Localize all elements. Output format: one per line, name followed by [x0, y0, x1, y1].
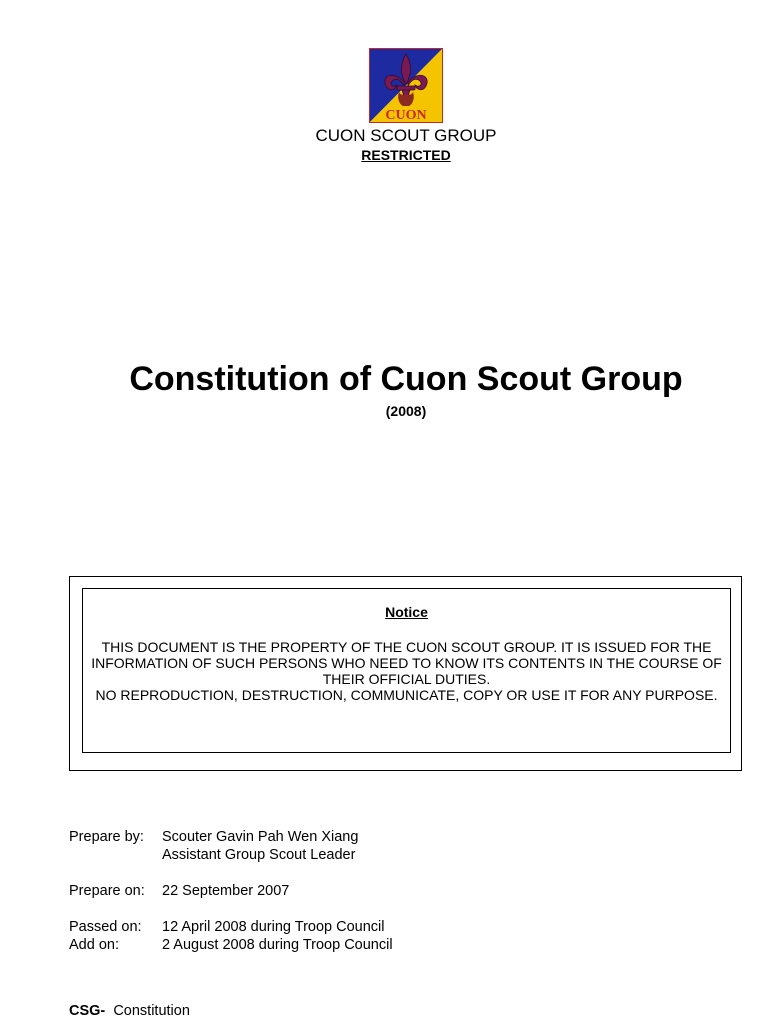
- passed-on-value: 12 April 2008 during Troop Council: [162, 919, 385, 935]
- notice-heading: Notice: [385, 604, 428, 620]
- classification-label: RESTRICTED: [361, 147, 451, 163]
- prepared-on-value: 22 September 2007: [162, 883, 290, 899]
- notice-paragraph: THIS DOCUMENT IS THE PROPERTY OF THE CUON SCOUT GROUP. IT IS ISSUED FOR THE INFORMATION OF SUCH PERSONS WHO NEED TO KNOW ITS CONTENTS IN THE COURSE OF THEIR OFFICIAL DUTIES.: [91, 639, 722, 687]
- document-title: Constitution of Cuon Scout Group: [129, 360, 683, 398]
- notice-body: [82, 639, 731, 703]
- footer-text: Constitution: [113, 1003, 190, 1019]
- footer-reference: [69, 1003, 190, 1019]
- passed-on-label: Passed on:: [69, 919, 142, 935]
- prepared-on-label: Prepare on:: [69, 883, 145, 899]
- organization-name: CUON SCOUT GROUP: [315, 126, 497, 145]
- logo-text: CUON: [385, 108, 427, 123]
- added-on-label: Add on:: [69, 937, 119, 953]
- prepared-by-name: Scouter Gavin Pah Wen Xiang: [162, 829, 359, 845]
- prepared-by-label: Prepare by:: [69, 829, 144, 845]
- cuon-scout-logo: [369, 48, 443, 123]
- prepared-by-role: Assistant Group Scout Leader: [162, 847, 356, 863]
- notice-paragraph: NO REPRODUCTION, DESTRUCTION, COMMUNICATE, COPY OR USE IT FOR ANY PURPOSE.: [95, 687, 718, 703]
- footer-code: CSG-: [69, 1003, 106, 1019]
- added-on-value: 2 August 2008 during Troop Council: [162, 937, 393, 953]
- document-year: (2008): [385, 403, 427, 419]
